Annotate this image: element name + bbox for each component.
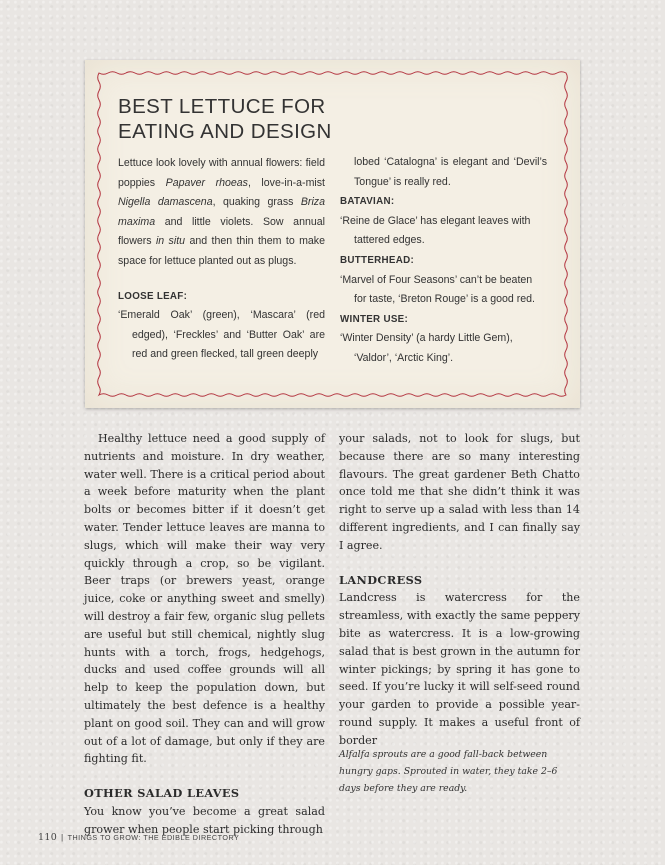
sidebar-title: BEST LETTUCE FOR EATING AND DESIGN [118,95,332,143]
heading-landcress: LANDCRESS [339,572,423,587]
loose-leaf-heading: LOOSE LEAF: [118,290,188,302]
sidebar-intro: Lettuce look lovely with annual flowers: field poppies Papaver rhoeas, love-in-a-mist Nigella damascena, quaking grass Briza maxima and little violets. Sow annual flowers in situ and then thin them to make space for lettuce planted out as plugs. [118,157,326,267]
butterhead-text: ‘Marvel of Four Seasons’ can’t be beaten for taste, ‘Breton Rouge’ is a good red. [340,273,535,306]
winter-use-text: ‘Winter Density’ (a hardy Little Gem), ‘Valdor’, ‘Arctic King’. [340,332,513,364]
body-paragraph-landcress: Landcress is watercress for the streamless, with exactly the same peppery bite as watercress. It is a low-growing salad that is best grown in the autumn for winter pickings; by spring it has gone to seed. If you’re lucky it will self-seed round your garden to provide a possible year-round supply. It makes a useful front of border [339,591,580,747]
loose-leaf-text-continued: lobed ‘Catalogna’ is elegant and ‘Devil’s Tongue’ is really red. [354,156,547,188]
lettuce-sidebar-box [85,60,580,408]
loose-leaf-text: ‘Emerald Oak’ (green), ‘Mascara’ (red edged), ‘Freckles’ and ‘Butter Oak’ are red and green flecked, tall green deeply [118,309,325,361]
butterhead-heading: BUTTERHEAD: [340,254,415,266]
section-title: THINGS TO GROW: THE EDIBLE DIRECTORY [67,833,240,842]
batavian-heading: BATAVIAN: [340,196,395,208]
body-paragraph-salad-grower: You know you’ve become a great salad grower when people start picking through [84,804,325,836]
footer-separator: | [61,832,64,842]
body-paragraph-salad-grower-continued: your salads, not to look for slugs, but because there are so many interesting flavours. The great gardener Beth Chatto once told me that she didn’t think it was right to serve up a salad with less than 14 different ingredients, and I can finally say I agree. [339,432,580,552]
body-paragraph-slugs: Healthy lettuce need a good supply of nutrients and moisture. In dry weather, water well. There is a critical period about a week before maturity when the plant bolts or becomes bitter if it doesn’t get water. Tender lettuce leaves are manna to slugs, which will make their way very quickly through a crop, so be vigilant. Beer traps (or brewers yeast, orange juice, coke or anything sweet and smelly) will destroy a fair few, organic slug pellets are useful but still chemical, nightly slug hunts with a torch, frogs, hedgehogs, ducks and used coffee grounds will all help to keep the population down, but ultimately the best defence is a healthy plant on good soil. They can and will grow out of a lot of damage, but only if they are fighting fit. [84,432,325,766]
sidebar-left-column [118,154,325,365]
page-footer [38,832,239,843]
photo-caption: Alfalfa sprouts are a good fall-back between hungry gaps. Sprouted in water, they take 2–6 days before they are ready. [339,749,558,794]
page-number: 110 [38,832,58,843]
batavian-text: ‘Reine de Glace’ has elegant leaves with tattered edges. [340,214,531,247]
sidebar-right-column [340,153,547,369]
body-left-column [84,430,325,839]
body-right-column [339,430,580,750]
winter-use-heading: WINTER USE: [340,313,409,325]
heading-other-salad-leaves: OTHER SALAD LEAVES [84,786,240,801]
